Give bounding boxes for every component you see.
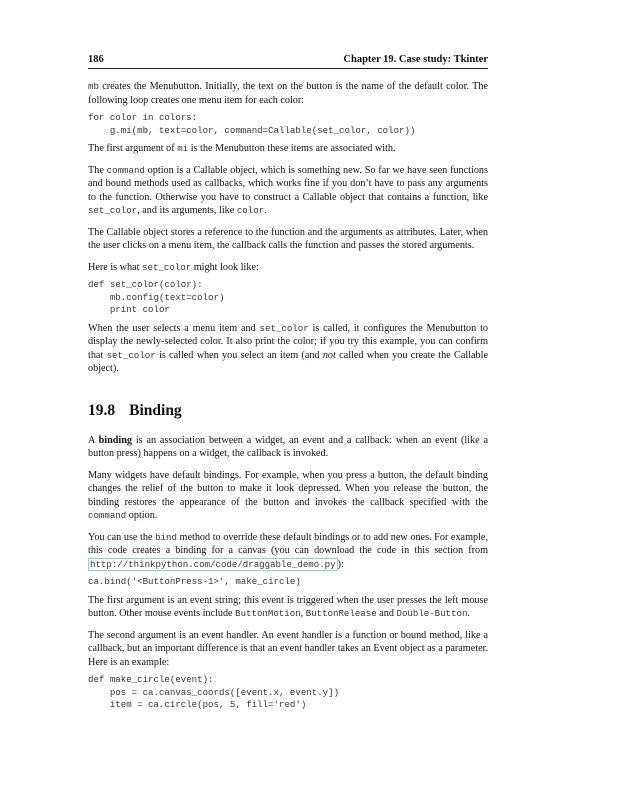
code-block-set-color: def set_color(color): mb.config(text=color) print color [88,279,225,315]
code-block-make-circle: def make_circle(event): pos = ca.canvas_coords([event.x, event.y]) item = ca.circle(pos, 5, fill='red') [88,674,340,710]
download-url-link[interactable]: http://thinkpython.com/code/draggable_demo.py [90,558,336,570]
running-header [88,54,488,69]
paragraph-bind-method: You can use the bind method to override these default bindings or to add new ones. For example, this code creates a binding for a canvas (you can download the code in this section from http://thinkpython.com/code/draggable_demo.py ): [88,531,488,570]
paragraph-set-color-intro: Here is what set_color might look like: [88,261,259,273]
paragraph-event-string: The first argument is an event string; this event is triggered when the user presses the left mouse button. Other mouse events include ButtonMotion, ButtonRelease and Double-Button. [88,594,488,619]
code-block-bind: ca.bind('<ButtonPress-1>', make_circle) [88,576,301,587]
paragraph-menubutton: mb creates the Menubutton. Initially, the text on the button is the name of the default color. The following loop creates one menu item for each color: [88,81,488,106]
section-heading-binding: 19.8 Binding [88,401,182,419]
paragraph-default-bindings: Many widgets have default bindings. For example, when you press a button, the default binding changes the relief of the button to make it look depressed. When you release the button, the binding restores the appearance of the button and invokes the callback specified with the command option. [88,469,488,521]
paragraph-event-handler: The second argument is an event handler. An event handler is a function or bound method, like a callback, but an important difference is that an event handler takes an Event object as a parameter. Here is an example: [88,629,488,668]
paragraph-first-argument: The first argument of mi is the Menubutton these items are associated with. [88,143,396,154]
paragraph-binding-definition: A binding is an association between a widget, an event and a callback: when an event (like a button press) happens on a widget, the callback is invoked. [88,434,488,459]
paragraph-when-user-selects: When the user selects a menu item and set_color is called, it configures the Menubutton to display the newly-selected color. It also print the color; if you try this example, you can confirm that set_color is called when you select an item (and not called when you create the Callable object). [88,322,488,374]
chapter-title: Chapter 19. Case study: Tkinter [343,54,488,65]
code-block-loop: for color in colors: g.mi(mb, text=color, command=Callable(set_color, color)) [88,112,416,136]
book-page [88,54,488,712]
page-number: 186 [88,54,104,65]
paragraph-callable-stores: The Callable object stores a reference to the function and the arguments as attributes. Later, when the user clicks on a menu item, the callback calls the function and passes the stored arguments. [88,226,488,251]
paragraph-callable: The command option is a Callable object, which is something new. So far we have seen functions and bound methods used as callbacks, which works fine if you don’t have to pass any arguments to the function. Otherwise you have to construct a Callable object that contains a function, like set_color, and its arguments, like color. [88,164,488,216]
